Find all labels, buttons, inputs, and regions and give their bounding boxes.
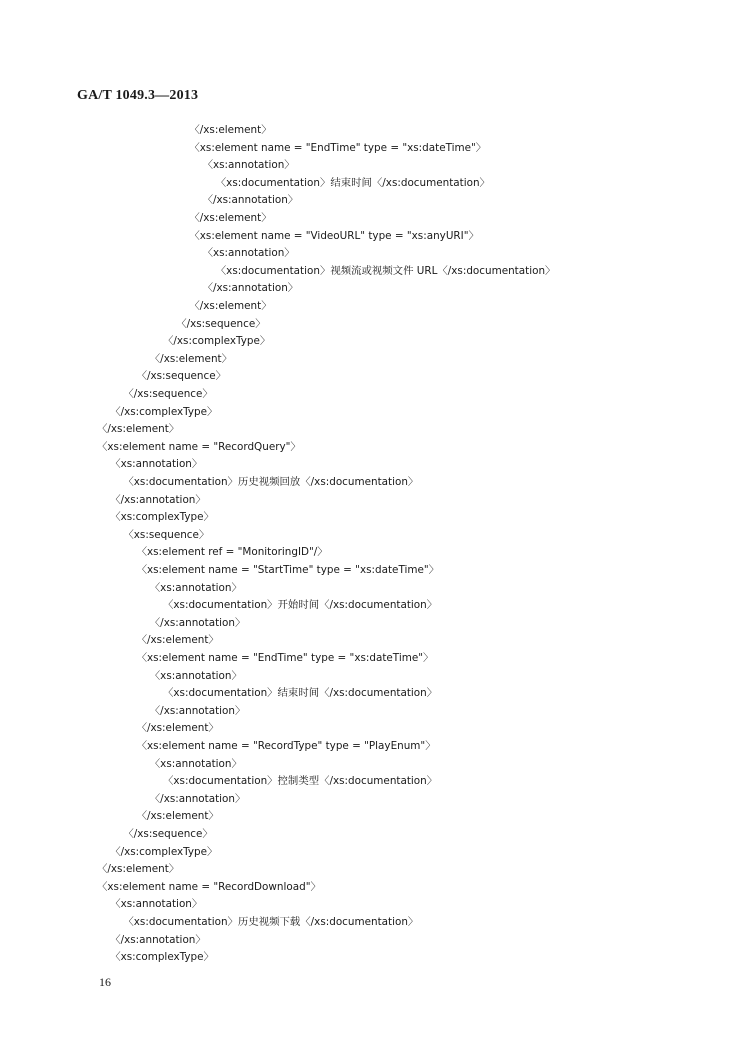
code-line: 〈xs:documentation〉结束时间〈/xs:documentation〉 — [215, 176, 490, 189]
code-line: 〈/xs:element〉 — [136, 722, 219, 735]
code-line: 〈/xs:element〉 — [97, 863, 180, 876]
code-line: 〈xs:documentation〉结束时间〈/xs:documentation〉 — [163, 687, 438, 700]
code-line: 〈xs:annotation〉 — [202, 159, 295, 172]
code-line: 〈xs:documentation〉历史视频回放〈/xs:documentation〉 — [123, 476, 419, 488]
code-line: 〈/xs:element〉 — [189, 212, 272, 224]
document-header-code: GA/T 1049.3—2013 — [77, 88, 199, 103]
code-line: 〈xs:element name = "RecordDownload"〉 — [97, 880, 321, 893]
code-line: 〈xs:complexType〉 — [110, 951, 214, 964]
code-line: 〈xs:annotation〉 — [202, 247, 295, 260]
code-line: 〈xs:element name = "RecordType" type = "PlayEnum"〉 — [136, 740, 436, 752]
code-line: 〈xs:sequence〉 — [123, 528, 210, 541]
code-line: 〈xs:element name = "StartTime" type = "xs:dateTime"〉 — [136, 564, 440, 576]
code-line: 〈xs:annotation〉 — [149, 581, 242, 594]
code-line: 〈/xs:annotation〉 — [202, 194, 299, 207]
code-line: 〈/xs:sequence〉 — [123, 388, 213, 400]
code-line: 〈xs:annotation〉 — [149, 669, 242, 682]
code-line: 〈xs:documentation〉视频流或视频文件 URL〈/xs:documentation〉 — [215, 264, 556, 277]
code-line: 〈/xs:element〉 — [189, 124, 272, 136]
code-line: 〈xs:annotation〉 — [110, 458, 203, 471]
code-line: 〈/xs:annotation〉 — [149, 792, 246, 805]
code-line: 〈xs:element name = "EndTime" type = "xs:dateTime"〉 — [136, 652, 434, 664]
code-line: 〈xs:documentation〉开始时间〈/xs:documentation〉 — [163, 599, 438, 612]
code-line: 〈/xs:complexType〉 — [110, 845, 218, 858]
code-line: 〈/xs:element〉 — [149, 352, 232, 365]
code-line: 〈/xs:annotation〉 — [110, 933, 206, 946]
code-line: 〈xs:element ref = "MonitoringID"/〉 — [136, 546, 328, 559]
code-line: 〈/xs:sequence〉 — [136, 370, 227, 383]
code-line: 〈/xs:element〉 — [189, 300, 272, 312]
code-line: 〈/xs:element〉 — [97, 423, 180, 436]
code-line: 〈xs:element name = "RecordQuery"〉 — [97, 440, 301, 453]
code-line: 〈/xs:element〉 — [136, 634, 219, 647]
code-line: 〈xs:element name = "EndTime" type = "xs:dateTime"〉 — [189, 141, 487, 154]
code-line: 〈/xs:annotation〉 — [110, 493, 206, 506]
code-line: 〈xs:documentation〉控制类型〈/xs:documentation〉 — [163, 775, 438, 788]
code-line: 〈xs:annotation〉 — [110, 898, 203, 911]
code-line: 〈xs:documentation〉历史视频下载〈/xs:documentation〉 — [123, 916, 419, 928]
code-line: 〈/xs:sequence〉 — [123, 828, 213, 840]
code-line: 〈/xs:element〉 — [136, 810, 219, 823]
code-line: 〈/xs:sequence〉 — [176, 317, 266, 330]
code-line: 〈/xs:annotation〉 — [149, 616, 246, 629]
code-line: 〈/xs:annotation〉 — [149, 704, 246, 717]
code-line: 〈xs:element name = "VideoURL" type = "xs:anyURI"〉 — [189, 229, 479, 242]
code-line: 〈/xs:complexType〉 — [163, 335, 271, 348]
code-line: 〈/xs:annotation〉 — [202, 282, 299, 295]
code-line: 〈xs:complexType〉 — [110, 511, 214, 524]
code-line: 〈xs:annotation〉 — [149, 757, 242, 770]
code-line: 〈/xs:complexType〉 — [110, 405, 218, 418]
page-number: 16 — [99, 975, 111, 989]
